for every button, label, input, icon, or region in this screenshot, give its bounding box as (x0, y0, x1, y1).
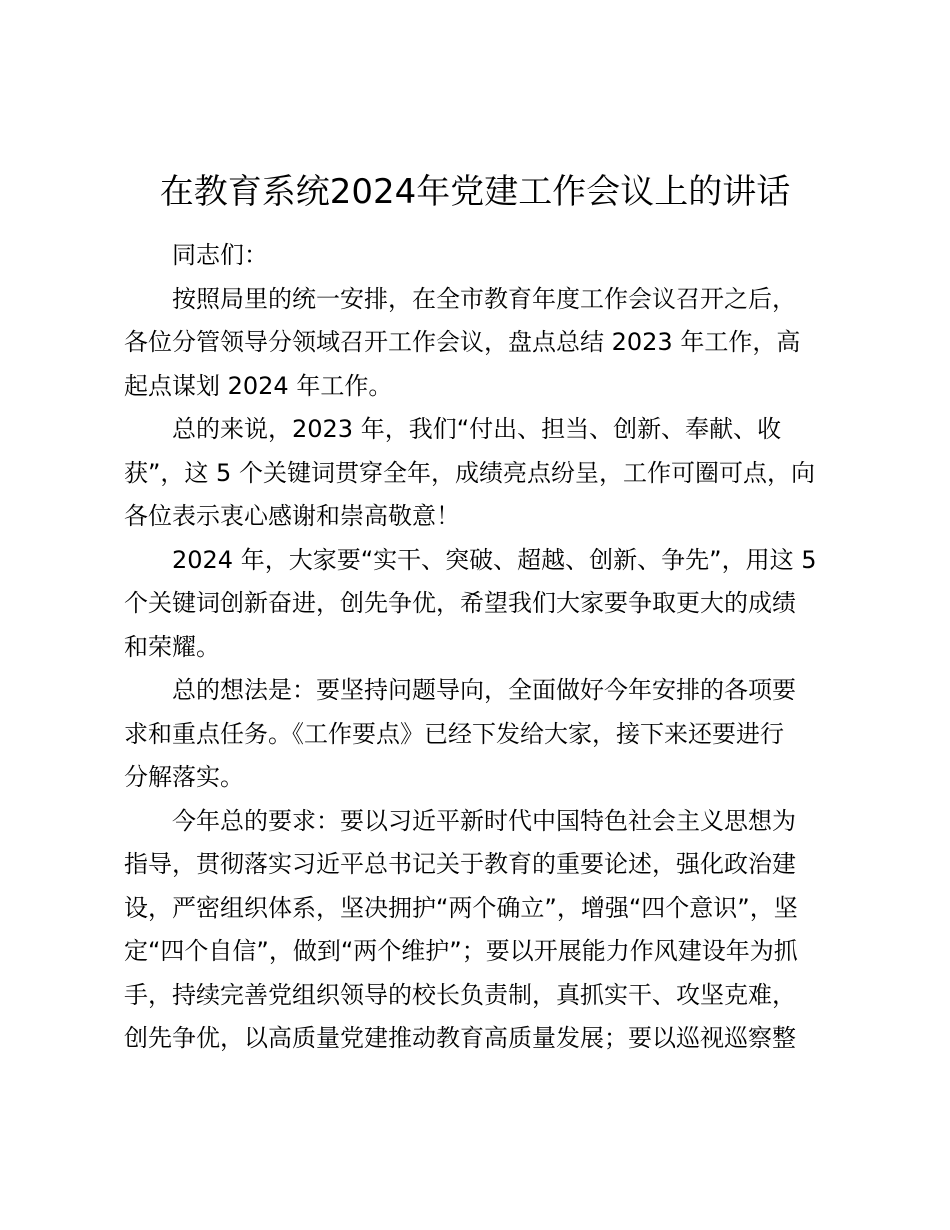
document-title: 在教育系统2024年党建工作会议上的讲话 (159, 172, 791, 212)
paragraph-line: 求和重点任务。《工作要点》已经下发给大家，接下来还要进行 (124, 719, 784, 748)
paragraph (124, 669, 844, 800)
paragraph-line: 和荣耀。 (124, 632, 220, 661)
paragraph-line: 各位分管领导分领域召开工作会议，盘点总结 2023 年工作，高 (124, 328, 801, 356)
paragraph-line: 起点谋划 2024 年工作。 (124, 371, 393, 400)
paragraph-line: 按照局里的统一安排，在全市教育年度工作会议召开之后， (172, 284, 796, 313)
paragraph-line: 个关键词创新奋进，创先争优，希望我们大家要争取更大的成绩 (124, 589, 796, 617)
paragraph-line: 今年总的要求：要以习近平新时代中国特色社会主义思想为 (172, 806, 796, 835)
paragraph-line: 总的来说，2023 年，我们“付出、担当、创新、奉献、收 (172, 415, 782, 443)
paragraph (124, 800, 844, 1061)
paragraph-line: 各位表示衷心感谢和崇高敬意！ (124, 502, 460, 530)
paragraph-line: 手，持续完善党组织领导的校长负责制，真抓实干、攻坚克难， (124, 980, 796, 1009)
paragraph-line: 2024 年，大家要“实干、突破、超越、创新、争先”，用这 5 (172, 545, 817, 574)
paragraph-line: 指导，贯彻落实习近平总书记关于教育的重要论述，强化政治建 (124, 850, 796, 878)
paragraph-line: 总的想法是：要坚持问题导向，全面做好今年安排的各项要 (172, 676, 796, 704)
paragraph (124, 278, 844, 409)
paragraph-line: 定“四个自信”，做到“两个维护”；要以开展能力作风建设年为抓 (124, 937, 798, 965)
paragraph (124, 539, 844, 670)
paragraph (124, 408, 844, 539)
paragraph-line: 创先争优，以高质量党建推动教育高质量发展；要以巡视巡察整 (124, 1024, 796, 1052)
paragraph-line: 设，严密组织体系，坚决拥护“两个确立”，增强“四个意识”，坚 (124, 893, 798, 922)
salutation: 同志们： (172, 241, 268, 269)
paragraph-line: 分解落实。 (124, 763, 244, 791)
paragraph-line: 获”，这 5 个关键词贯穿全年，成绩亮点纷呈，工作可圈可点，向 (124, 458, 815, 487)
document-body (124, 234, 844, 1061)
